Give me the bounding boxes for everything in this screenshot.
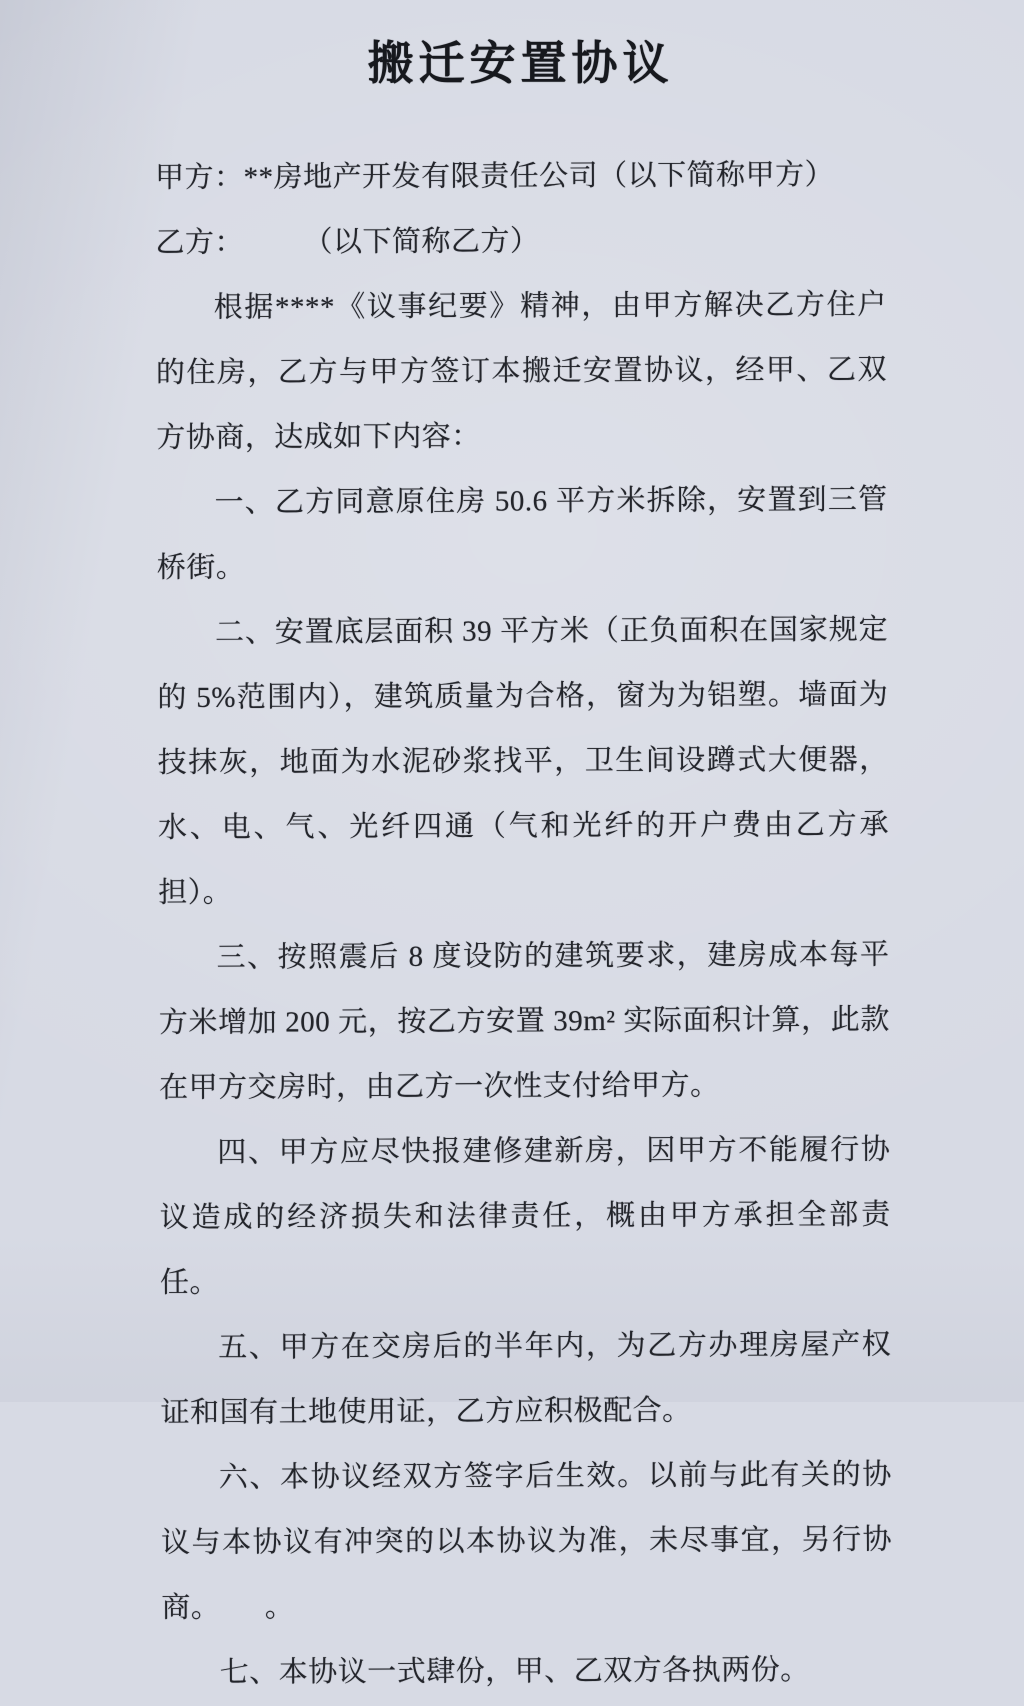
- clause-5: 五、甲方在交房后的半年内，为乙方办理房屋产权证和国有土地使用证，乙方应积极配合。: [160, 1328, 892, 1429]
- clause-2: 二、安置底层面积 39 平方米（正负面积在国家规定的 5%范围内），建筑质量为合格，窗为为铝塑。墙面为技抹灰，地面为水泥砂浆找平，卫生间设蹲式大便器，水、电、气、光纤四通（气和光纤的开户费由乙方承担）。: [157, 613, 890, 909]
- party-b-line: 乙方： （以下简称乙方）: [155, 225, 540, 259]
- document-title: 搬迁安置协议: [367, 38, 674, 89]
- clause-7: 七、本协议一式肆份，甲、乙双方各执两份。: [219, 1654, 810, 1689]
- clause-3: 三、按照震后 8 度设防的建筑要求，建房成本每平方米增加 200 元，按乙方安置 39m² 实际面积计算，此款在甲方交房时，由乙方一次性支付给甲方。: [158, 938, 890, 1104]
- document-body: [155, 143, 893, 1706]
- preamble-paragraph: 根据****《议事纪要》精神，由甲方解决乙方住户的住房，乙方与甲方签订本搬迁安置协议，经甲、乙双方协商，达成如下内容：: [155, 288, 888, 454]
- clause-4: 四、甲方应尽快报建修建新房，因甲方不能履行协议造成的经济损失和法律责任，概由甲方承担全部责任。: [159, 1133, 891, 1299]
- clause-1: 一、乙方同意原住房 50.6 平方米拆除，安置到三管桥街。: [156, 483, 888, 584]
- party-a-line: 甲方：**房地产开发有限责任公司（以下简称甲方）: [155, 159, 835, 194]
- clause-6: 六、本协议经双方签字后生效。以前与此有关的协议与本协议有冲突的以本协议为准，未尽事宜，另行协商。 。: [161, 1458, 893, 1624]
